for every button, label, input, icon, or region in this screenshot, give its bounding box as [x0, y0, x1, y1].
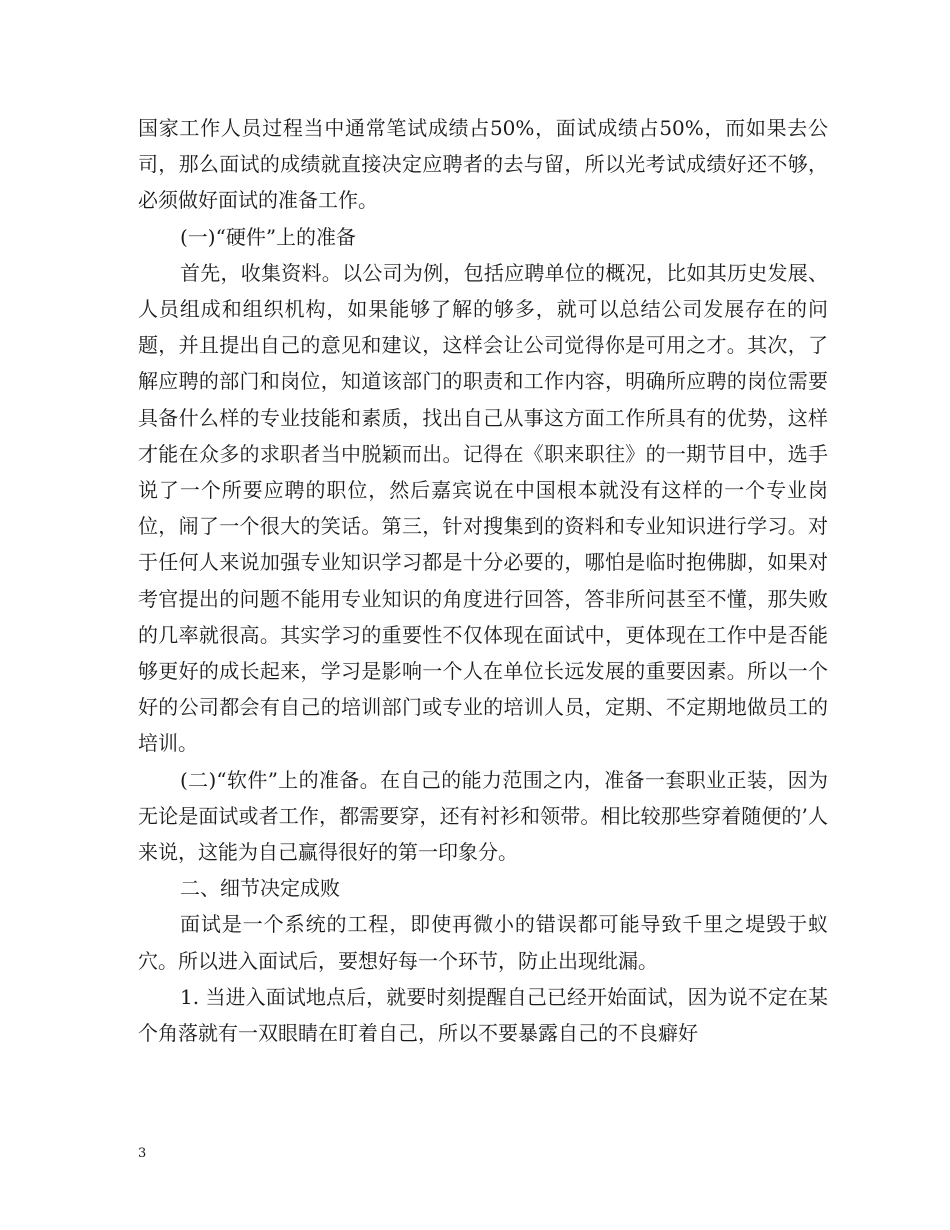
heading-details-decide-success: 二、细节决定成败	[180, 876, 340, 901]
paragraph-software-preparation: (二)“软件”上的准备。在自己的能力范围之内，准备一套职业正装，因为无论是面试或者工作，都需要穿，还有衬衫和领带。相比较那些穿着随便的’人来说，这能为自己赢得很好的第一印象分。	[138, 767, 828, 865]
paragraph-1: 国家工作人员过程当中通常笔试成绩占50%，面试成绩占50%，而如果去公司，那么面试的成绩就直接决定应聘者的去与留，所以光考试成绩好还不够，必须做好面试的准备工作。	[138, 116, 828, 213]
document-body	[138, 110, 828, 1051]
page-number: 3	[138, 1146, 147, 1161]
paragraph-7: 1. 当进入面试地点后，就要时刻提醒自己已经开始面试，因为说不定在某个角落就有一双眼睛在盯着自己，所以不要暴露自己的不良癖好	[138, 984, 828, 1046]
paragraph-3: 首先，收集资料。以公司为例，包括应聘单位的概况，比如其历史发展、人员组成和组织机构，如果能够了解的够多，就可以总结公司发展存在的问题，并且提出自己的意见和建议，这样会让公司觉得你是可用之才。其次，了解应聘的部门和岗位，知道该部门的职责和工作内容，明确所应聘的岗位需要具备什么样的专业技能和素质，找出自己从事这方面工作所具有的优势，这样才能在众多的求职者当中脱颖而出。记得在《职来职往》的一期节目中，选手说了一个所要应聘的职位，然后嘉宾说在中国根本就没有这样的一个专业岗位，闹了一个很大的笑话。第三，针对搜集到的资料和专业知识进行学习。对于任何人来说加强专业知识学习都是十分必要的，哪怕是临时抱佛脚，如果对考官提出的问题不能用专业知识的角度进行回答，答非所问甚至不懂，那失败的几率就很高。其实学习的重要性不仅体现在面试中，更体现在工作中是否能够更好的成长起来，学习是影响一个人在单位长远发展的重要因素。所以一个好的公司都会有自己的培训部门或专业的培训人员，定期、不定期地做员工的培训。	[138, 260, 828, 756]
heading-hardware-preparation: (一)“硬件”上的准备	[180, 224, 357, 249]
paragraph-6: 面试是一个系统的工程，即使再微小的错误都可能导致千里之堤毁于蚁穴。所以进入面试后，要想好每一个环节，防止出现纰漏。	[138, 912, 828, 973]
